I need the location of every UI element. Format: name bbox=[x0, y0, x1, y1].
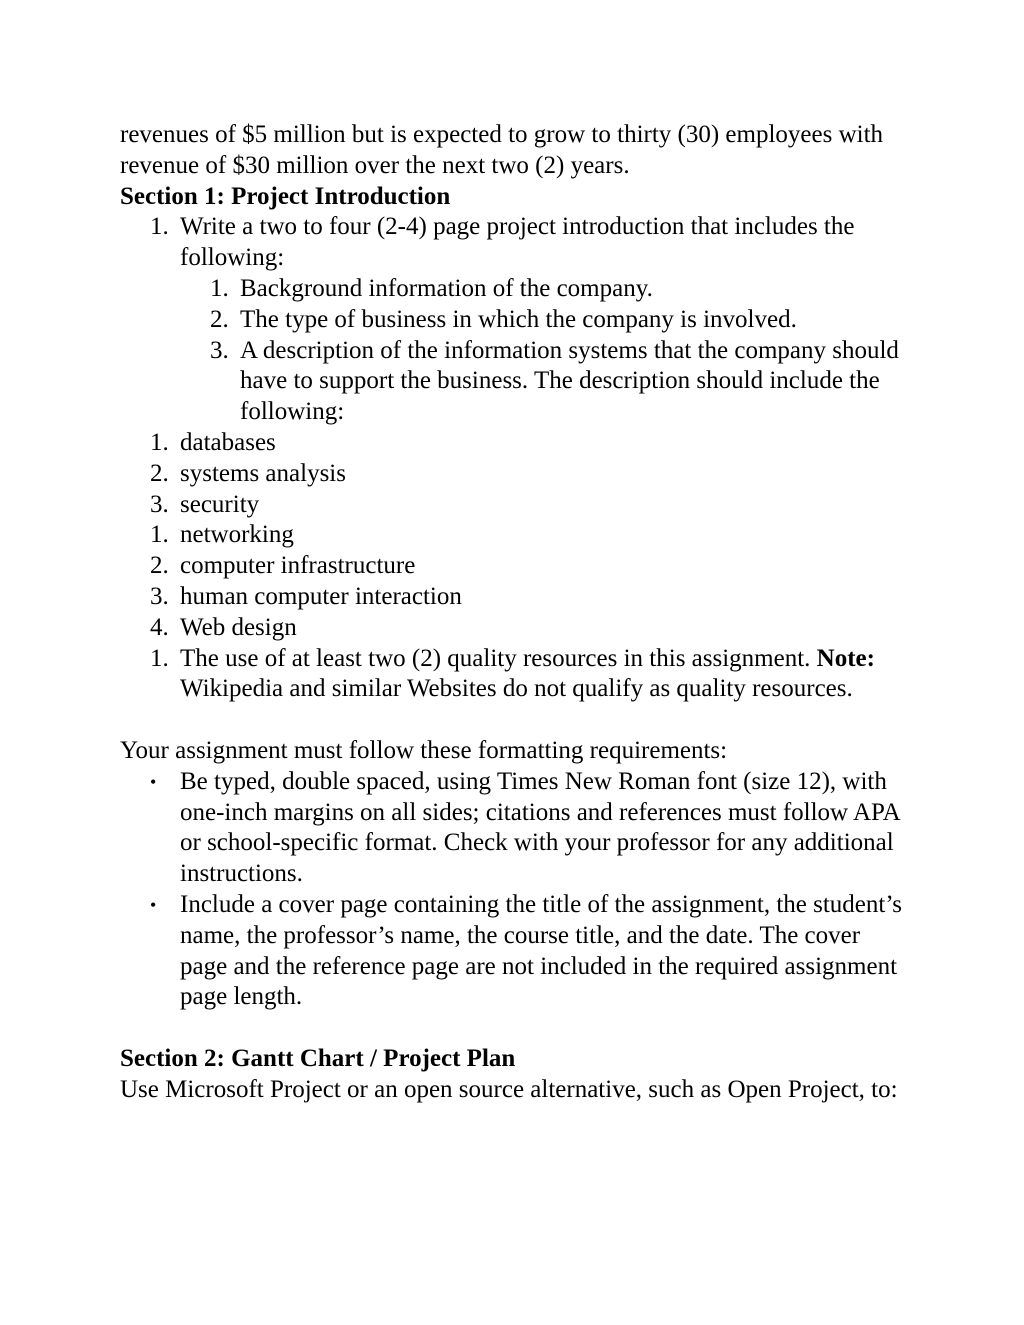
list-item-text: The type of business in which the company is involved. bbox=[240, 305, 797, 333]
list-item-text: human computer interaction bbox=[180, 582, 462, 610]
list-marker: 1. bbox=[150, 213, 169, 241]
list-item-text: A description of the information systems that the company should have to support the business. The description should include the following: bbox=[240, 336, 899, 426]
list-item bbox=[150, 644, 910, 706]
bullet-item-text: Be typed, double spaced, using Times New Roman font (size 12), with one-inch margins on all sides; citations and references must follow APA or school-specific format. Check with your professor for any additional instructions. bbox=[180, 767, 900, 888]
bullet-item bbox=[150, 767, 910, 890]
list-item-text: Web design bbox=[180, 613, 297, 641]
section-2-paragraph: Use Microsoft Project or an open source alternative, such as Open Project, to: bbox=[120, 1075, 898, 1103]
list-item bbox=[150, 520, 910, 551]
intro-paragraph: revenues of $5 million but is expected to grow to thirty (30) employees with revenue of $30 million over the next two (2) years. bbox=[120, 121, 884, 179]
resources-item-text bbox=[180, 644, 910, 706]
list-marker: 1. bbox=[150, 428, 169, 456]
list-item bbox=[150, 490, 910, 521]
list-item bbox=[210, 274, 910, 305]
list-marker: 2. bbox=[150, 552, 169, 580]
formatting-intro: Your assignment must follow these formatting requirements: bbox=[120, 736, 728, 764]
list-marker: 4. bbox=[150, 613, 169, 641]
list-item bbox=[150, 212, 910, 274]
section-1-heading: Section 1: Project Introduction bbox=[120, 182, 451, 210]
section-1-main-item bbox=[120, 212, 910, 274]
list-item-text: Write a two to four (2-4) page project introduction that includes the following: bbox=[180, 213, 855, 272]
document-page bbox=[120, 120, 910, 1106]
resources-text-after: Wikipedia and similar Websites do not qualify as quality resources. bbox=[180, 675, 853, 703]
list-item-text: databases bbox=[180, 428, 276, 456]
list-marker: 3. bbox=[150, 490, 169, 518]
note-label: Note: bbox=[816, 644, 875, 672]
bullet-icon: • bbox=[150, 771, 157, 792]
section-2-heading: Section 2: Gantt Chart / Project Plan bbox=[120, 1044, 516, 1072]
section-1-sub-list bbox=[120, 274, 910, 428]
topics-list-b bbox=[120, 520, 910, 643]
list-item-text: security bbox=[180, 490, 260, 518]
list-marker: 3. bbox=[210, 336, 229, 364]
list-marker: 3. bbox=[150, 582, 169, 610]
list-item-text: networking bbox=[180, 521, 294, 549]
list-marker: 2. bbox=[150, 459, 169, 487]
list-item bbox=[150, 613, 910, 644]
topics-list-a bbox=[120, 428, 910, 520]
paragraph-gap bbox=[120, 705, 910, 736]
bullet-item-text: Include a cover page containing the title of the assignment, the student’s name, the professor’s name, the course title, and the date. The cover page and the reference page are not included in the required assignment page length. bbox=[180, 890, 903, 1011]
list-item-text: systems analysis bbox=[180, 459, 346, 487]
bullet-item bbox=[150, 890, 910, 1013]
resources-text-before: The use of at least two (2) quality resources in this assignment. bbox=[180, 644, 817, 672]
paragraph-gap bbox=[120, 1013, 910, 1044]
list-item bbox=[150, 551, 910, 582]
list-item bbox=[150, 582, 910, 613]
list-marker: 1. bbox=[150, 521, 169, 549]
list-item bbox=[150, 459, 910, 490]
list-item bbox=[210, 305, 910, 336]
resources-item-list bbox=[120, 644, 910, 706]
list-item bbox=[210, 336, 910, 428]
formatting-bullet-list bbox=[120, 767, 910, 1013]
list-marker: 2. bbox=[210, 305, 229, 333]
list-item bbox=[150, 428, 910, 459]
bullet-icon: • bbox=[150, 894, 157, 915]
list-marker: 1. bbox=[210, 274, 229, 302]
list-marker: 1. bbox=[150, 644, 169, 672]
list-item-text: computer infrastructure bbox=[180, 552, 416, 580]
list-item-text: Background information of the company. bbox=[240, 274, 653, 302]
